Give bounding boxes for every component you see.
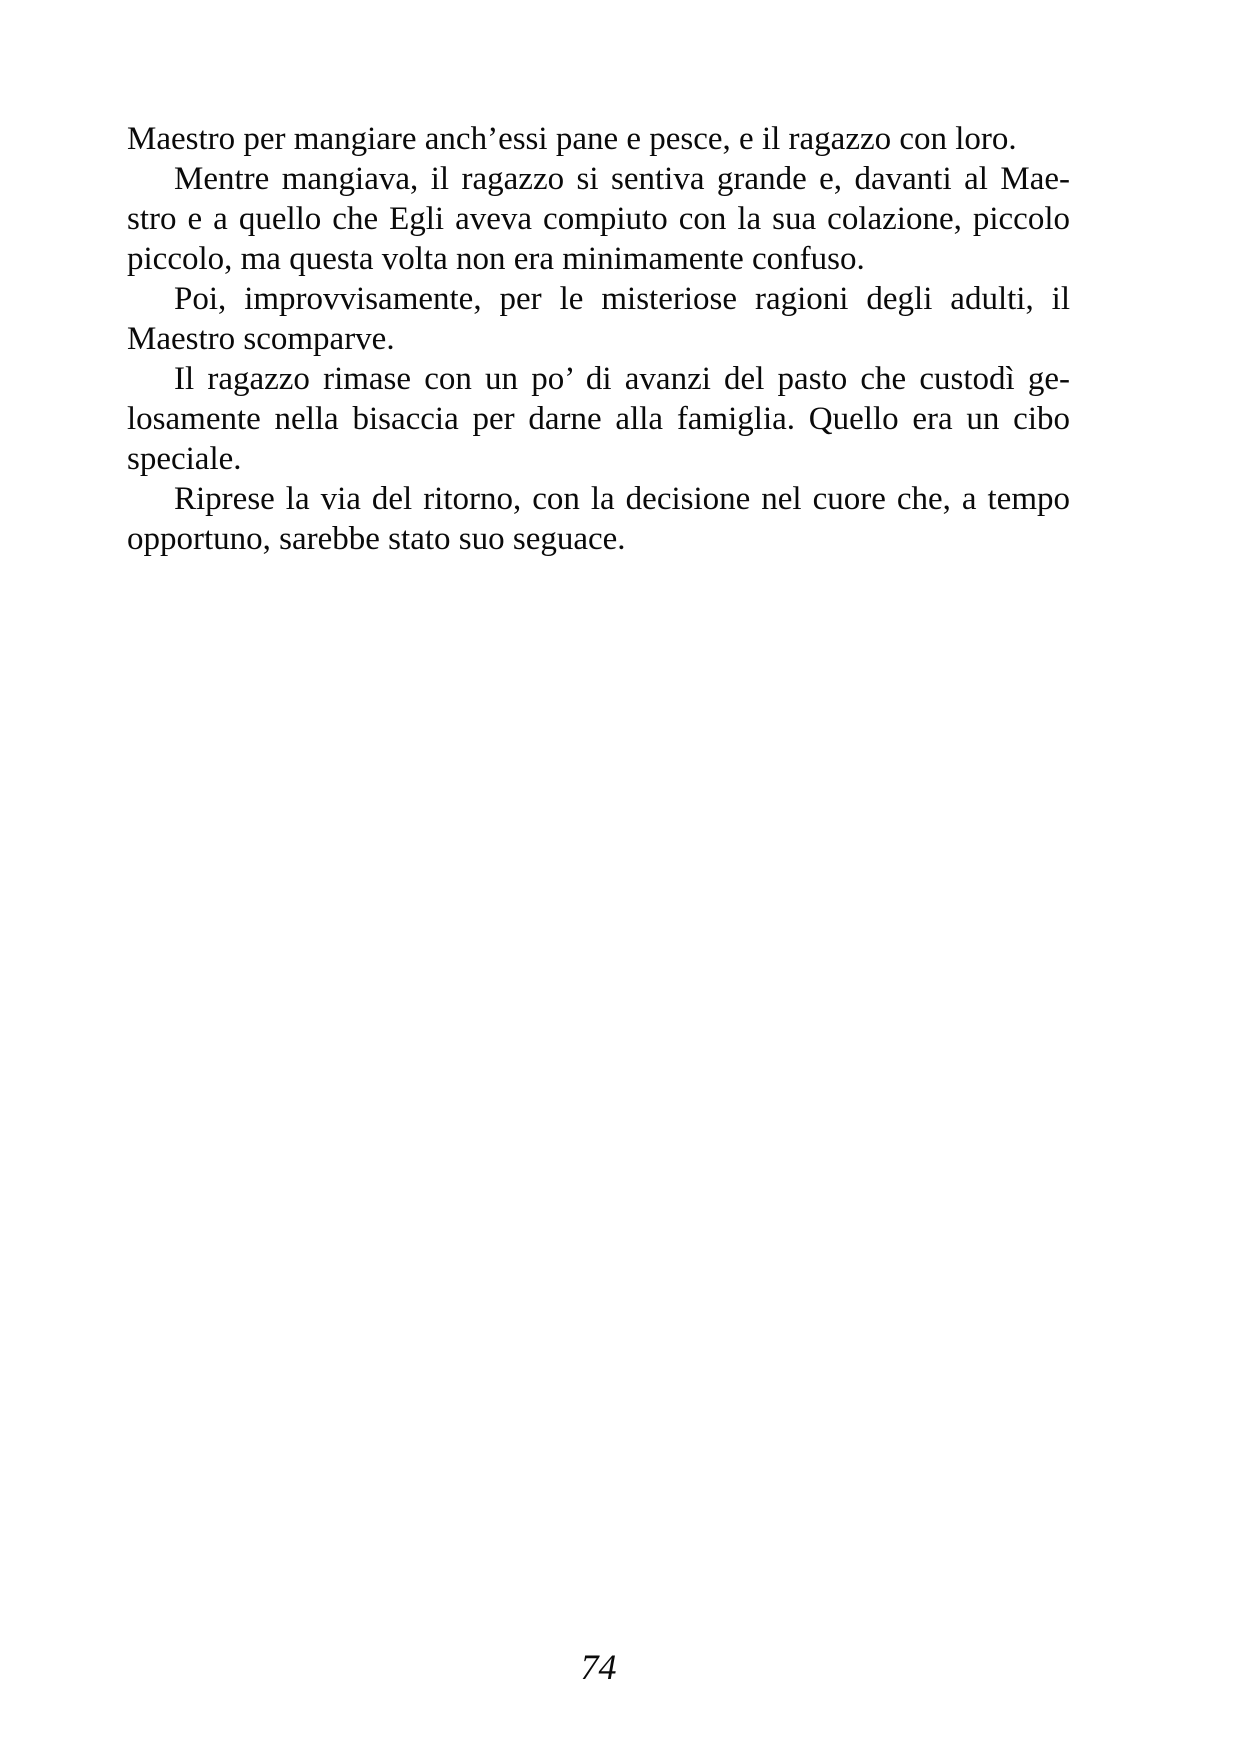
text-line: Il ragazzo rimase con un po’ di avanzi del pasto che custodì ge-	[174, 361, 1070, 397]
text-line: Poi, improvvisamente, per le misteriose ragioni degli adulti, il	[174, 281, 1070, 317]
text-line: opportuno, sarebbe stato suo seguace.	[127, 521, 626, 557]
text-line: Riprese la via del ritorno, con la decisione nel cuore che, a tempo	[174, 481, 1070, 517]
text-line: speciale.	[127, 441, 242, 477]
text-line: losamente nella bisaccia per darne alla famiglia. Quello era un cibo	[127, 401, 1070, 437]
text-line: Mentre mangiava, il ragazzo si sentiva grande e, davanti al Mae-	[174, 161, 1070, 197]
text-line: stro e a quello che Egli aveva compiuto con la sua colazione, piccolo	[127, 201, 1070, 237]
text-line: Maestro per mangiare anch’essi pane e pesce, e il ragazzo con loro.	[127, 121, 1017, 157]
body-text	[127, 119, 1070, 559]
text-line: Maestro scomparve.	[127, 321, 395, 357]
text-line: piccolo, ma questa volta non era minimamente confuso.	[127, 241, 865, 277]
page-number: 74	[580, 1647, 617, 1687]
